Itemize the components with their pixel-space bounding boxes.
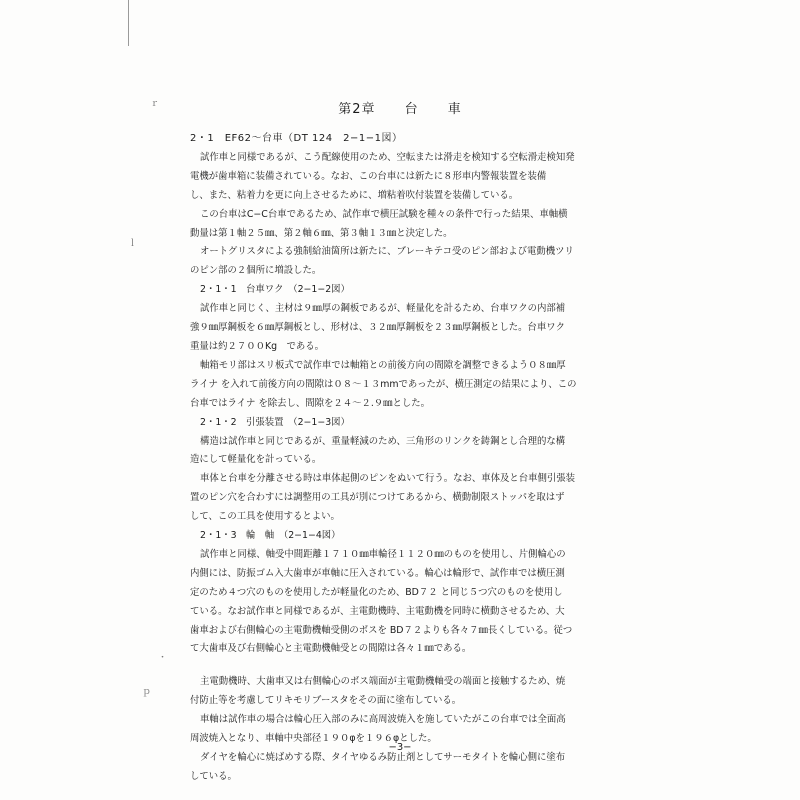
paragraph-line: 電機が歯車箱に装備されている。なお、この台車には新たに８形車内警報装置を装備 bbox=[190, 170, 547, 182]
paragraph-line: 試作車と同様、軸受中間距離１７１０㎜車輪径１１２０㎜のものを使用し、片側輪心の bbox=[200, 548, 566, 560]
subsection-heading: 2・1・1 台車ワク （2−1−2図） bbox=[200, 284, 350, 296]
scan-speck: ・ bbox=[158, 653, 168, 663]
document-body bbox=[190, 130, 750, 787]
chapter-title bbox=[0, 98, 800, 117]
chapter-number: 第2章 bbox=[338, 102, 376, 117]
paragraph-line: して、この工具を使用するとよい。 bbox=[190, 511, 340, 523]
page-number: −3− bbox=[388, 742, 412, 753]
paragraph-line: 重量は約２７００Kg である。 bbox=[190, 340, 324, 352]
paragraph-line: 置のピン穴を合わすには調整用の工具が別につけてあるから、横動制限ストッパを取はず bbox=[190, 492, 565, 504]
paragraph-line: 車軸は試作車の場合は輪心圧入部のみに高周波焼入を施していたがこの台車では全面高 bbox=[200, 714, 566, 726]
paragraph-line: 構造は試作車と同じであるが、重量軽減のため、三角形のリンクを鋳鋼とし合理的な構 bbox=[200, 435, 566, 447]
paragraph-line: 動量は第１軸２５㎜、第２軸６㎜、第３軸１３㎜と決定した。 bbox=[190, 227, 453, 239]
paragraph-line: 付防止等を考慮してリキモリブースタをその面に塗布している。 bbox=[190, 695, 462, 707]
paragraph-line: 強９㎜厚鋼板を６㎜厚鋼板とし、形材は、３２㎜厚鋼板を２３㎜厚鋼板とした。台車ワク bbox=[190, 322, 566, 334]
paragraph-line: 車体と台車を分離させる時は車体起側のピンをぬいて行う。なお、車体及と台車側引張装 bbox=[200, 473, 576, 485]
paragraph-line: 主電動機時、大歯車又は右側輪心のボス端面が主電動機軸受の端面と接触するため、焼 bbox=[200, 676, 566, 688]
paragraph-line: し、また、粘着力を更に向上させるために、増粘着吹付装置を装備している。 bbox=[190, 189, 519, 201]
paragraph-line: 内側には、防振ゴム入大歯車が車軸に圧入されている。輪心は輪形で、試作車では横圧測 bbox=[190, 567, 565, 579]
chapter-word-1: 台 bbox=[404, 102, 419, 117]
paragraph-line: 軸箱モリ部はスリ板式で試作車では軸箱との前後方向の間隙を調整できるよう０８㎜厚 bbox=[200, 359, 566, 371]
paragraph-gap bbox=[190, 659, 750, 673]
paragraph-line: 造にして軽量化を計っている。 bbox=[190, 454, 322, 466]
scan-edge-line bbox=[128, 0, 129, 46]
section-heading: 2・1 EF62～台車（DT 124 2−1−1図） bbox=[190, 133, 403, 144]
paragraph-line: ている。なお試作車と同様であるが、主電動機時、主電動機を同時に横動させるため、大 bbox=[190, 605, 565, 617]
subsection-heading: 2・1・3 輪 軸 （2−1−4図） bbox=[200, 530, 341, 542]
paragraph-line: 試作車と同様であるが、こう配線使用のため、空転または滑走を検知する空転滑走検知発 bbox=[200, 151, 575, 163]
paragraph-line: ダイヤを輪心に焼ばめする際、タイヤゆるみ防止剤としてサーモタイトを輪心側に塗布 bbox=[200, 752, 566, 763]
paragraph-line: のピン部の２個所に増設した。 bbox=[190, 265, 322, 277]
paragraph-line: 歯車および右側輪心の主電動機軸受側のボスを BD７２よりも各々７㎜長くしている。従つ bbox=[190, 624, 573, 636]
paragraph-line: 周波焼入となり、車軸中央部径１９０φを１９６φとした。 bbox=[190, 733, 437, 745]
subsection-heading: 2・1・2 引張装置 （2−1−3図） bbox=[200, 416, 350, 428]
scan-speck: ｒ bbox=[150, 99, 160, 109]
scan-speck: ｌ bbox=[128, 239, 138, 249]
paragraph-line: している。 bbox=[190, 770, 237, 782]
paragraph-line: この台車はC−C台車であるため、試作車で横圧試験を種々の条件で行った結果、車軸横 bbox=[200, 208, 568, 220]
paragraph-line: 試作車と同じく、主材は９㎜厚の鋼板であるが、軽量化を計るため、台車ワクの内部補 bbox=[200, 303, 566, 315]
paragraph-line: オートグリスタによる強制給油箇所は新たに、ブレーキテコ受のピン部および電動機ツリ bbox=[200, 246, 574, 258]
paragraph-line: 定のため４つ穴のものを使用したが軽量化のため、BD７２ と同じ５つ穴のものを使用し bbox=[190, 586, 563, 598]
scan-speck: ｐ bbox=[142, 687, 152, 697]
paragraph-line: 台車ではライナ を除去し、間隙を２４～２.９㎜とした。 bbox=[190, 397, 431, 409]
paragraph-line: て大歯車及び右側輪心と主電動機軸受との間隙は各々１㎜である。 bbox=[190, 643, 472, 655]
paragraph-line: ライナ を入れて前後方向の間隙は０８～１３mmであったが、横圧測定の結果により、この bbox=[190, 378, 577, 390]
chapter-word-2: 車 bbox=[447, 102, 462, 117]
